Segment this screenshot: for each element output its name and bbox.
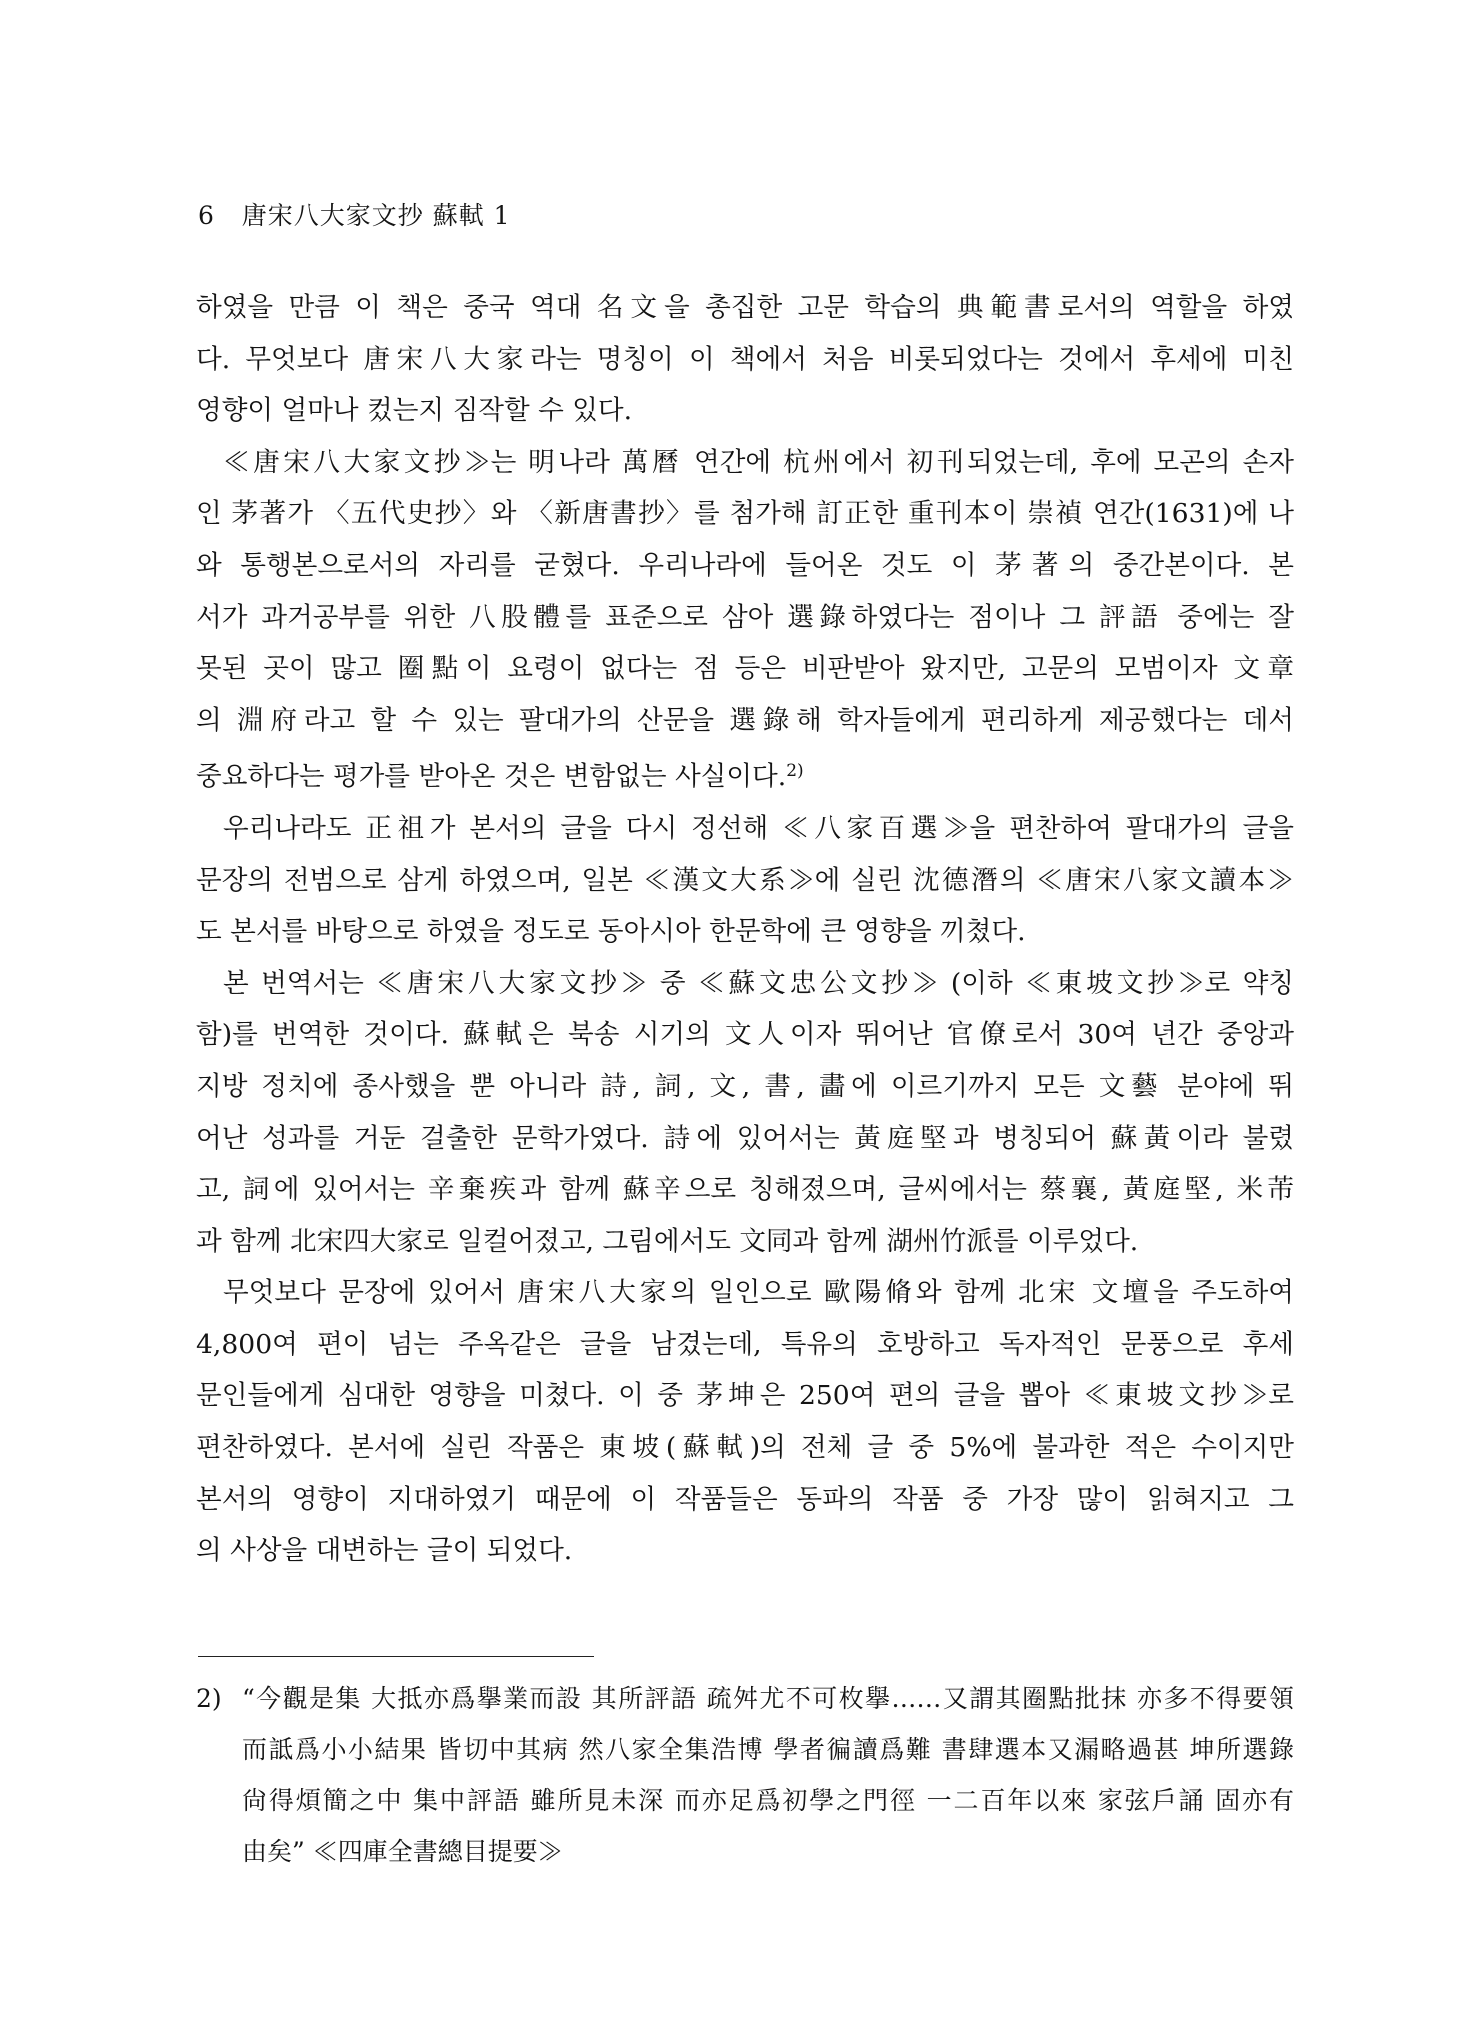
- text-line: 함)를 번역한 것이다. 蘇軾은 북송 시기의 文人이자 뛰어난 官僚로서 30여 년간 중앙과: [196, 1019, 1294, 1051]
- paragraph: [196, 437, 1294, 803]
- text-line: 영향이 얼마나 컸는지 짐작할 수 있다.: [196, 395, 633, 427]
- footnote-number: 2): [196, 1684, 222, 1713]
- footnote-ref: 2): [786, 761, 804, 782]
- text-line: 의 사상을 대변하는 글이 되었다.: [196, 1535, 573, 1567]
- text-line: 지방 정치에 종사했을 뿐 아니라 詩, 詞, 文, 書, 畵에 이르기까지 모든 文藝 분야에 뛰: [196, 1070, 1294, 1102]
- footnote: [196, 1673, 1294, 1877]
- text-line: 서가 과거공부를 위한 八股體를 표준으로 삼아 選錄하였다는 점이나 그 評語 중에는 잘: [196, 601, 1294, 633]
- text-line: 인 茅著가 〈五代史抄〉와 〈新唐書抄〉를 첨가해 訂正한 重刊本이 崇禎 연간(1631)에 나: [196, 498, 1294, 530]
- footnote-line: 由矣” ≪四庫全書總目提要≫: [242, 1837, 563, 1866]
- text-line: 못된 곳이 많고 圈點이 요령이 없다는 점 등은 비판받아 왔지만, 고문의 모범이자 文章: [196, 653, 1294, 685]
- paragraph: [196, 282, 1294, 437]
- text-line: 무엇보다 문장에 있어서 唐宋八大家의 일인으로 歐陽脩와 함께 北宋 文壇을 주도하여: [223, 1277, 1294, 1309]
- footnote-body: [242, 1673, 1294, 1877]
- text-line: 편찬하였다. 본서에 실린 작품은 東坡(蘇軾)의 전체 글 중 5%에 불과한 적은 수이지만: [196, 1432, 1294, 1464]
- footnote-line: 而詆爲小小結果 皆切中其病 然八家全集浩博 學者徧讀爲難 書肆選本又漏略過甚 坤所選錄: [242, 1735, 1294, 1764]
- paragraph: [196, 1267, 1294, 1577]
- text-line: 의 淵府라고 할 수 있는 팔대가의 산문을 選錄해 학자들에게 편리하게 제공했다는 데서: [196, 704, 1294, 736]
- text-line: 본 번역서는 ≪唐宋八大家文抄≫ 중 ≪蘇文忠公文抄≫ (이하 ≪東坡文抄≫로 약칭: [223, 967, 1294, 999]
- text-line: 우리나라도 正祖가 본서의 글을 다시 정선해 ≪八家百選≫을 편찬하여 팔대가의 글을: [223, 812, 1294, 844]
- text-line: 4,800여 편이 넘는 주옥같은 글을 남겼는데, 특유의 호방하고 독자적인 문풍으로 후세: [196, 1328, 1294, 1360]
- footnote-separator: [198, 1656, 594, 1657]
- text-line: 문인들에게 심대한 영향을 미쳤다. 이 중 茅坤은 250여 편의 글을 뽑아 ≪東坡文抄≫로: [196, 1380, 1294, 1412]
- footnote-line: 尙得煩簡之中 集中評語 雖所見未深 而亦足爲初學之門徑 一二百年以來 家弦戶誦 固亦有: [242, 1786, 1294, 1815]
- text-line: 다. 무엇보다 唐宋八大家라는 명칭이 이 책에서 처음 비롯되었다는 것에서 후세에 미친: [196, 343, 1294, 375]
- text-line: 어난 성과를 거둔 걸출한 문학가였다. 詩에 있어서는 黃庭堅과 병칭되어 蘇黃이라 불렸: [196, 1122, 1294, 1154]
- text-line: 본서의 영향이 지대하였기 때문에 이 작품들은 동파의 작품 중 가장 많이 읽혀지고 그: [196, 1483, 1294, 1515]
- text-line: 과 함께 北宋四大家로 일컬어졌고, 그림에서도 文同과 함께 湖州竹派를 이루었다.: [196, 1225, 1139, 1257]
- text-line: 문장의 전범으로 삼게 하였으며, 일본 ≪漢文大系≫에 실린 沈德潛의 ≪唐宋八家文讀本≫: [196, 864, 1294, 896]
- body-text: [196, 282, 1294, 1577]
- text-line: 하였을 만큼 이 책은 중국 역대 名文을 총집한 고문 학습의 典範書로서의 역할을 하였: [196, 292, 1294, 323]
- text-line: ≪唐宋八大家文抄≫는 明나라 萬曆 연간에 杭州에서 初刊되었는데, 후에 모곤의 손자: [223, 446, 1294, 478]
- text-line: 도 본서를 바탕으로 하였을 정도로 동아시아 한문학에 큰 영향을 끼쳤다.: [196, 916, 1026, 948]
- text-line: 와 통행본으로서의 자리를 굳혔다. 우리나라에 들어온 것도 이 茅著의 중간본이다. 본: [196, 549, 1294, 581]
- paragraph: [196, 803, 1294, 958]
- running-header: [198, 196, 511, 232]
- page-number: 6: [198, 201, 215, 230]
- paragraph: [196, 958, 1294, 1268]
- footnote-line: “今觀是集 大抵亦爲擧業而設 其所評語 疏舛尤不可枚擧……又謂其圈點批抹 亦多不得要領: [242, 1684, 1294, 1713]
- text-line: 고, 詞에 있어서는 辛棄疾과 함께 蘇辛으로 칭해졌으며, 글씨에서는 蔡襄, 黃庭堅, 米芾: [196, 1174, 1294, 1206]
- text-line-content: 중요하다는 평가를 받아온 것은 변함없는 사실이다.: [196, 761, 787, 793]
- text-line: [196, 746, 1294, 803]
- running-title: 唐宋八大家文抄 蘇軾 1: [241, 201, 511, 230]
